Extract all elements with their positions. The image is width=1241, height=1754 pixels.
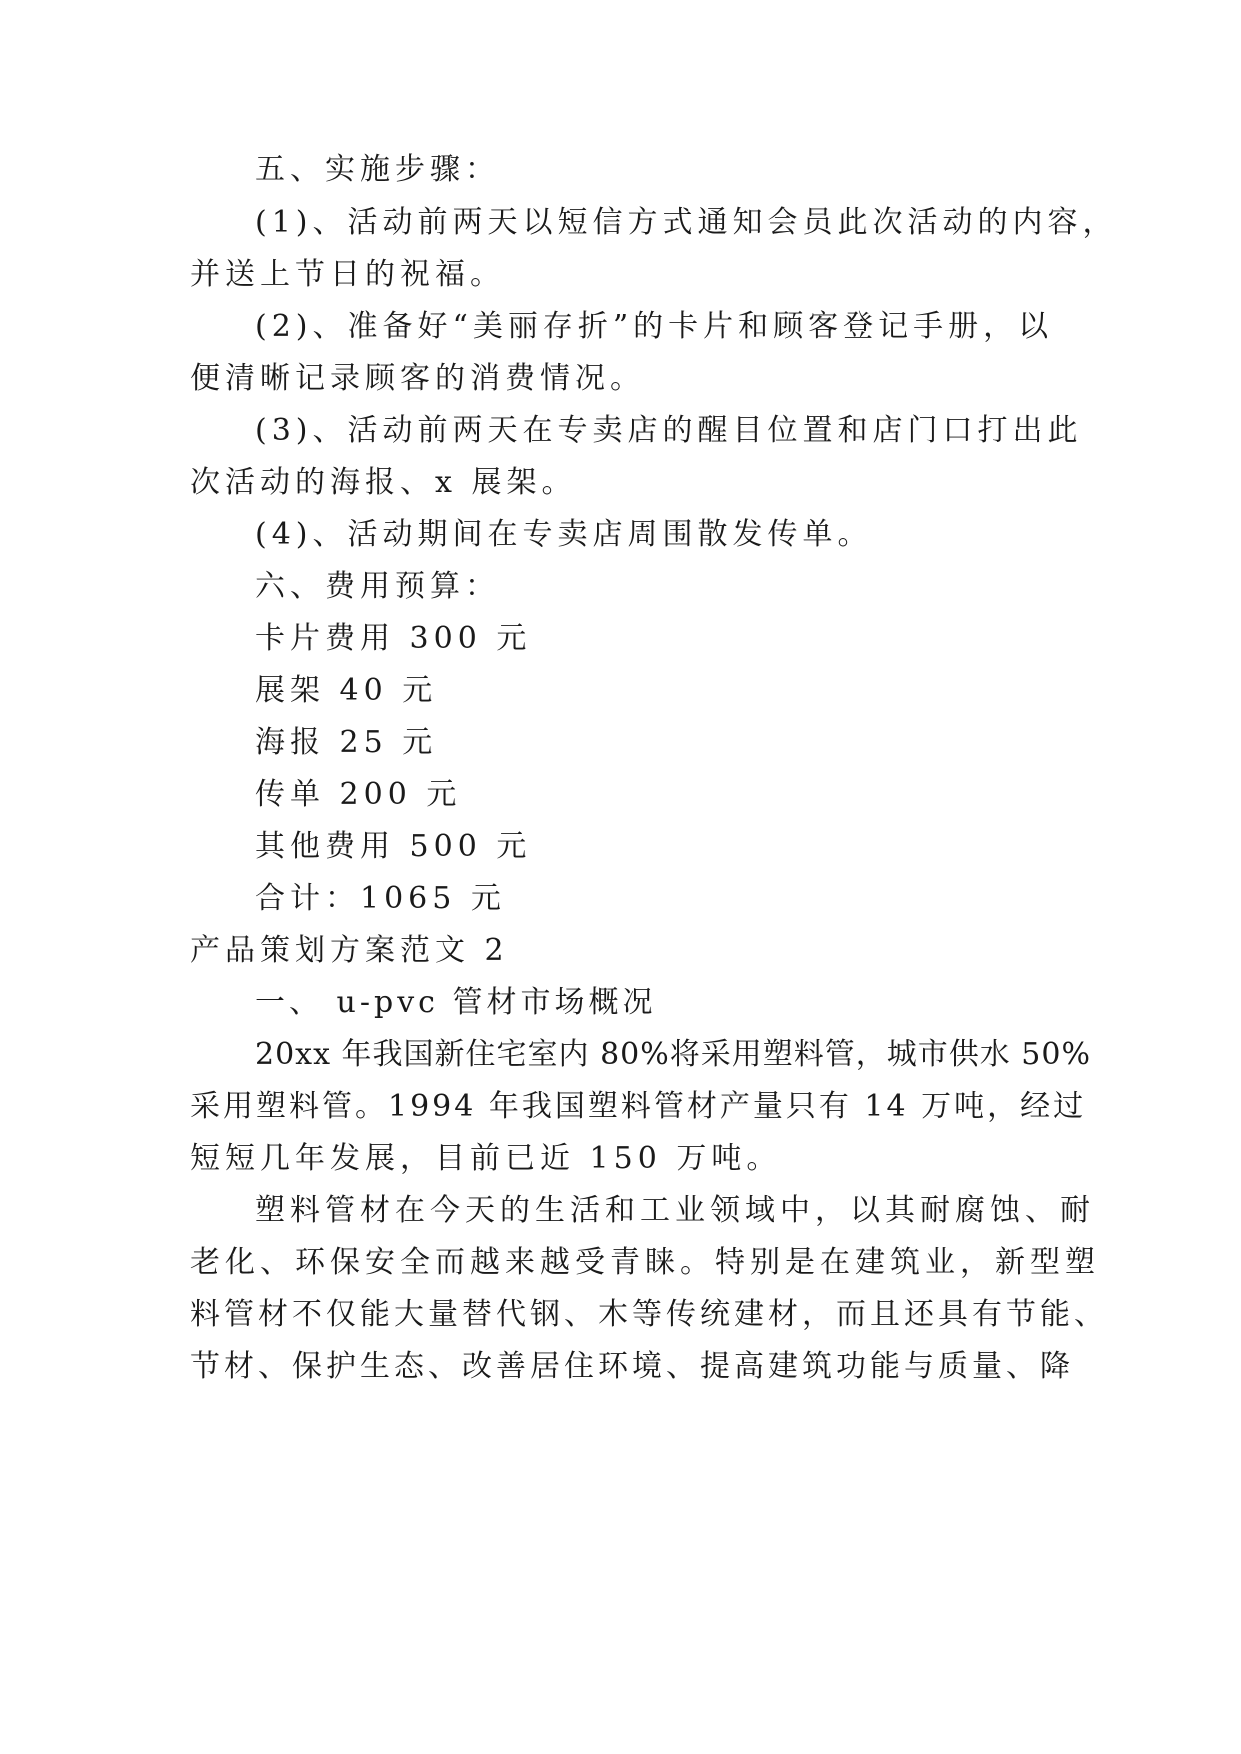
paragraph-line: 料管材不仅能大量替代钢、木等传统建材，而且还具有节能、: [190, 1297, 1108, 1332]
paragraph-line: (3)、活动前两天在专卖店的醒目位置和店门口打出此: [255, 413, 1083, 448]
budget-item: 传单 200 元: [255, 777, 462, 812]
paragraph-line: 塑料管材在今天的生活和工业领域中，以其耐腐蚀、耐: [255, 1193, 1095, 1228]
budget-item: 卡片费用 300 元: [255, 621, 532, 656]
paragraph-line: 20xx 年我国新住宅室内 80%将采用塑料管，城市供水 50%: [255, 1037, 1091, 1072]
section-heading: 六、费用预算：: [255, 569, 500, 604]
budget-total: 合计：1065 元: [255, 881, 506, 916]
sub-heading: 一、 u-pvc 管材市场概况: [255, 985, 657, 1020]
paragraph-line: 采用塑料管。1994 年我国塑料管材产量只有 14 万吨，经过: [190, 1089, 1087, 1124]
paragraph-line: 次活动的海报、x 展架。: [190, 465, 577, 500]
budget-item: 海报 25 元: [255, 725, 438, 760]
paragraph-line: 短短几年发展，目前已近 150 万吨。: [190, 1141, 782, 1176]
paragraph-line: (2)、准备好“美丽存折”的卡片和顾客登记手册，以: [255, 309, 1054, 344]
article-title: 产品策划方案范文 2: [190, 933, 509, 968]
paragraph-line: 便清晰记录顾客的消费情况。: [190, 361, 645, 396]
budget-item: 展架 40 元: [255, 673, 438, 708]
paragraph-line: 节材、保护生态、改善居住环境、提高建筑功能与质量、降: [190, 1349, 1074, 1384]
section-heading: 五、实施步骤：: [255, 152, 500, 187]
paragraph-line: 老化、环保安全而越来越受青睐。特别是在建筑业，新型塑: [190, 1245, 1100, 1280]
budget-item: 其他费用 500 元: [255, 829, 532, 864]
paragraph-line: 并送上节日的祝福。: [190, 257, 505, 292]
paragraph-line: (4)、活动期间在专卖店周围散发传单。: [255, 517, 873, 552]
paragraph-line: (1)、活动前两天以短信方式通知会员此次活动的内容，: [255, 205, 1118, 240]
